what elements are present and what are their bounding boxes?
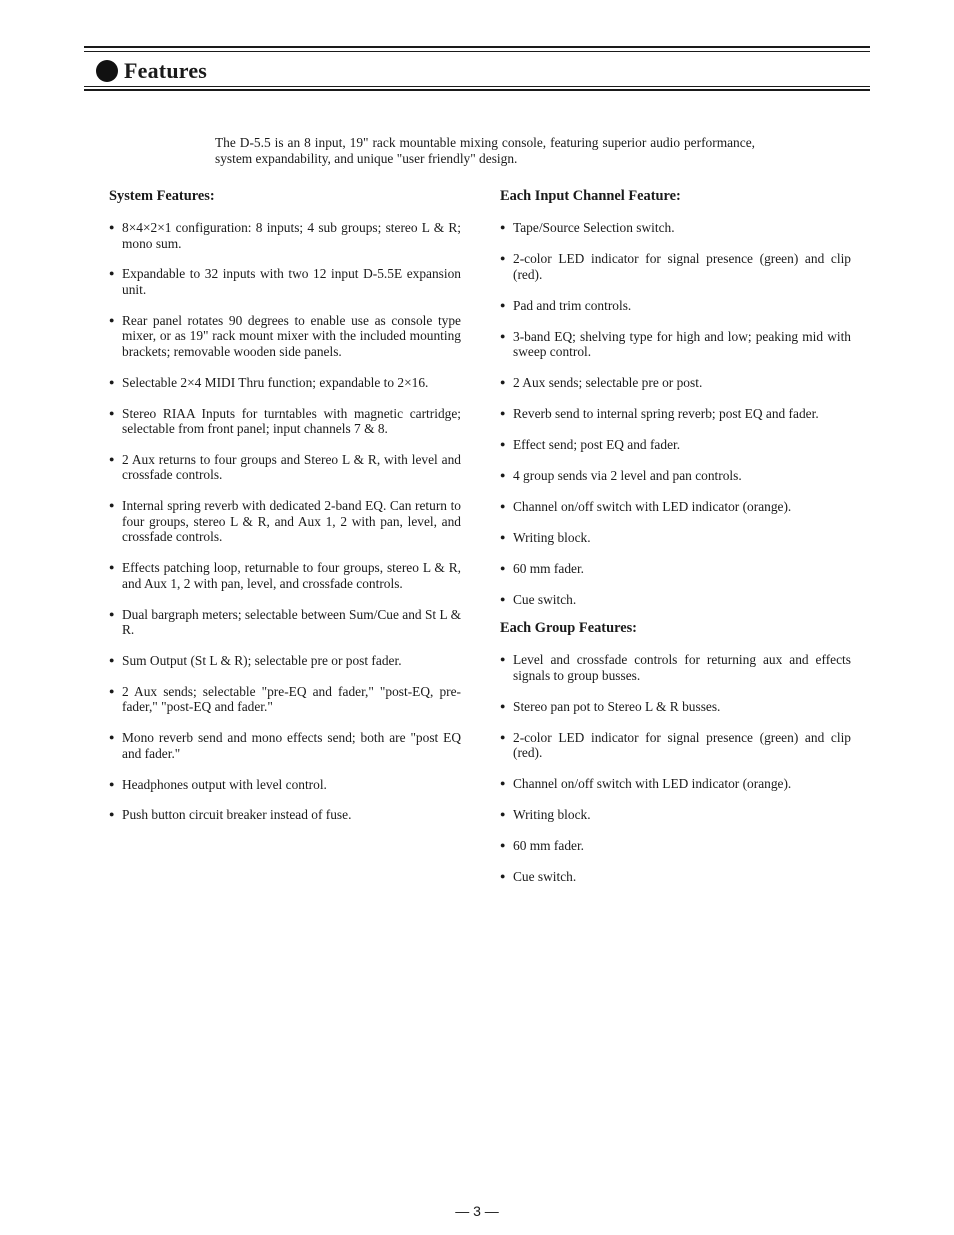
list-item: ● Writing block. <box>500 807 851 823</box>
list-item: ● 3-band EQ; shelving type for high and low; peaking mid with sweep control. <box>500 329 851 360</box>
list-item: ● Rear panel rotates 90 degrees to enable use as console type mixer, or as 19" rack mount mixer with the included mounting brackets; removable wooden side panels. <box>109 313 461 360</box>
list-item: ● Pad and trim controls. <box>500 298 851 314</box>
list-item: ● Dual bargraph meters; selectable between Sum/Cue and St L & R. <box>109 607 461 638</box>
system-features-heading: System Features: <box>109 188 215 204</box>
header-bottom-rule-thin <box>84 86 870 87</box>
header-bottom-rule-thick <box>84 89 870 91</box>
list-item: ● Level and crossfade controls for returning aux and effects signals to group busses. <box>500 652 851 683</box>
list-item: ● Cue switch. <box>500 869 851 885</box>
list-item: ● Reverb send to internal spring reverb; post EQ and fader. <box>500 406 851 422</box>
intro-paragraph: The D-5.5 is an 8 input, 19" rack mountable mixing console, featuring superior audio performance, system expandability, and unique "user friendly" design. <box>215 135 755 166</box>
list-item: ● Expandable to 32 inputs with two 12 input D-5.5E expansion unit. <box>109 266 461 297</box>
list-item: ● 60 mm fader. <box>500 561 851 577</box>
top-rule-thick <box>84 46 870 48</box>
list-item: ● Channel on/off switch with LED indicator (orange). <box>500 499 851 515</box>
list-item: ● Sum Output (St L & R); selectable pre or post fader. <box>109 653 461 669</box>
group-features-heading: Each Group Features: <box>500 620 637 636</box>
list-item: ● 2-color LED indicator for signal presence (green) and clip (red). <box>500 251 851 282</box>
list-item: ● 2-color LED indicator for signal presence (green) and clip (red). <box>500 730 851 761</box>
list-item: ● 2 Aux sends; selectable "pre-EQ and fader," "post-EQ, pre-fader," "post-EQ and fader." <box>109 684 461 715</box>
list-item: ● Headphones output with level control. <box>109 777 461 793</box>
list-item: ● Mono reverb send and mono effects send; both are "post EQ and fader." <box>109 730 461 761</box>
channel-group-features-column <box>500 187 851 900</box>
system-features-column <box>109 187 461 838</box>
list-item: ● 2 Aux sends; selectable pre or post. <box>500 375 851 391</box>
section-header <box>96 58 207 84</box>
list-item: ● Internal spring reverb with dedicated 2-band EQ. Can return to four groups, stereo L & R, and Aux 1, 2 with pan, level, and crossfade controls. <box>109 498 461 545</box>
list-item: ● 2 Aux returns to four groups and Stereo L & R, with level and crossfade controls. <box>109 452 461 483</box>
list-item: ● Stereo pan pot to Stereo L & R busses. <box>500 699 851 715</box>
list-item: ● 4 group sends via 2 level and pan controls. <box>500 468 851 484</box>
list-item: ● Cue switch. <box>500 592 851 608</box>
list-item: ● Tape/Source Selection switch. <box>500 220 851 236</box>
list-item: ● Writing block. <box>500 530 851 546</box>
input-channel-heading: Each Input Channel Feature: <box>500 188 681 204</box>
page-number: — 3 — <box>455 1203 499 1219</box>
group-features-list <box>500 652 851 885</box>
input-channel-list <box>500 220 851 608</box>
list-item: ● Selectable 2×4 MIDI Thru function; expandable to 2×16. <box>109 375 461 391</box>
list-item: ● Channel on/off switch with LED indicator (orange). <box>500 776 851 792</box>
filled-circle-icon <box>96 60 118 82</box>
top-rule-thin <box>84 51 870 52</box>
list-item: ● 8×4×2×1 configuration: 8 inputs; 4 sub groups; stereo L & R; mono sum. <box>109 220 461 251</box>
list-item: ● Effects patching loop, returnable to four groups, stereo L & R, and Aux 1, 2 with pan, level, and crossfade controls. <box>109 560 461 591</box>
list-item: ● 60 mm fader. <box>500 838 851 854</box>
list-item: ● Push button circuit breaker instead of fuse. <box>109 807 461 823</box>
page-title: Features <box>124 58 208 83</box>
list-item: ● Effect send; post EQ and fader. <box>500 437 851 453</box>
system-features-list <box>109 220 461 823</box>
list-item: ● Stereo RIAA Inputs for turntables with magnetic cartridge; selectable from front panel; input channels 7 & 8. <box>109 406 461 437</box>
